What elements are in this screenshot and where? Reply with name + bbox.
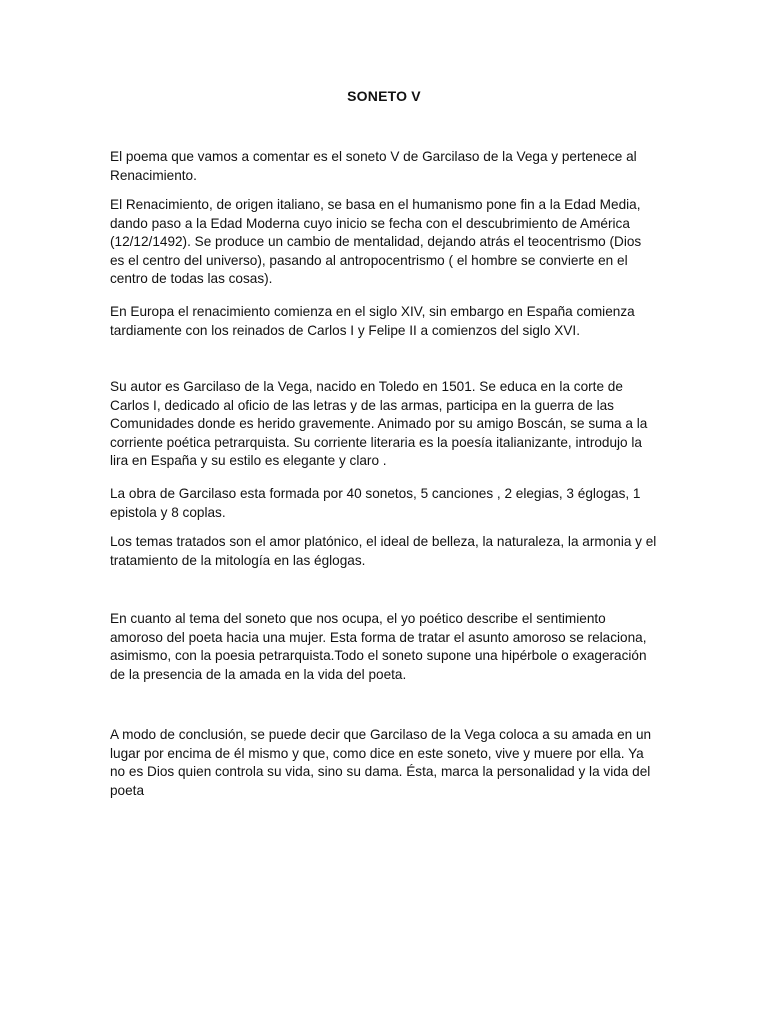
paragraph-renaissance-context: El Renacimiento, de origen italiano, se basa en el humanismo pone fin a la Edad Media, dando paso a la Edad Moderna cuyo inicio se fecha con el descubrimiento de América (12/12/1492). Se produce un cambio de mentalidad, dejando atrás el teocentrismo (Dios es el centro del universo), pasando al antropocentrismo ( el hombre se convierte en el centro de todas las cosas). <box>110 197 642 287</box>
paragraph-author: Su autor es Garcilaso de la Vega, nacido en Toledo en 1501. Se educa en la corte de Carlos I, dedicado al oficio de las letras y de las armas, participa en la guerra de las Comunidades donde es herido gravemente. Animado por su amigo Boscán, se suma a la corriente poética petrarquista. Su corriente literaria es la poesía italianizante, introdujo la lira en España y su estilo es elegante y claro . <box>110 379 648 469</box>
paragraph-works: La obra de Garcilaso esta formada por 40 sonetos, 5 canciones , 2 elegias, 3 églogas, 1 epistola y 8 coplas. <box>110 486 641 520</box>
paragraph-themes: Los temas tratados son el amor platónico, el ideal de belleza, la naturaleza, la armonia y el tratamiento de la mitología en las églogas. <box>110 534 657 568</box>
paragraph-conclusion: A modo de conclusión, se puede decir que Garcilaso de la Vega coloca a su amada en un lugar por encima de él mismo y que, como dice en este soneto, vive y muere por ella. Ya no es Dios quien controla su vida, sino su dama. Ésta, marca la personalidad y la vida del poeta <box>110 727 652 798</box>
paragraph-renaissance-europe: En Europa el renacimiento comienza en el siglo XIV, sin embargo en España comienza tardiamente con los reinados de Carlos I y Felipe II a comienzos del siglo XVI. <box>110 304 635 338</box>
document-title: SONETO V <box>347 88 421 104</box>
paragraph-introduction: El poema que vamos a comentar es el soneto V de Garcilaso de la Vega y pertenece al Renacimiento. <box>110 149 637 183</box>
paragraph-sonnet-theme: En cuanto al tema del soneto que nos ocupa, el yo poético describe el sentimiento amoroso del poeta hacia una mujer. Esta forma de tratar el asunto amoroso se relaciona, asimismo, con la poesia petrarquista.Todo el soneto supone una hipérbole o exageración de la presencia de la amada en la vida del poeta. <box>110 611 647 682</box>
